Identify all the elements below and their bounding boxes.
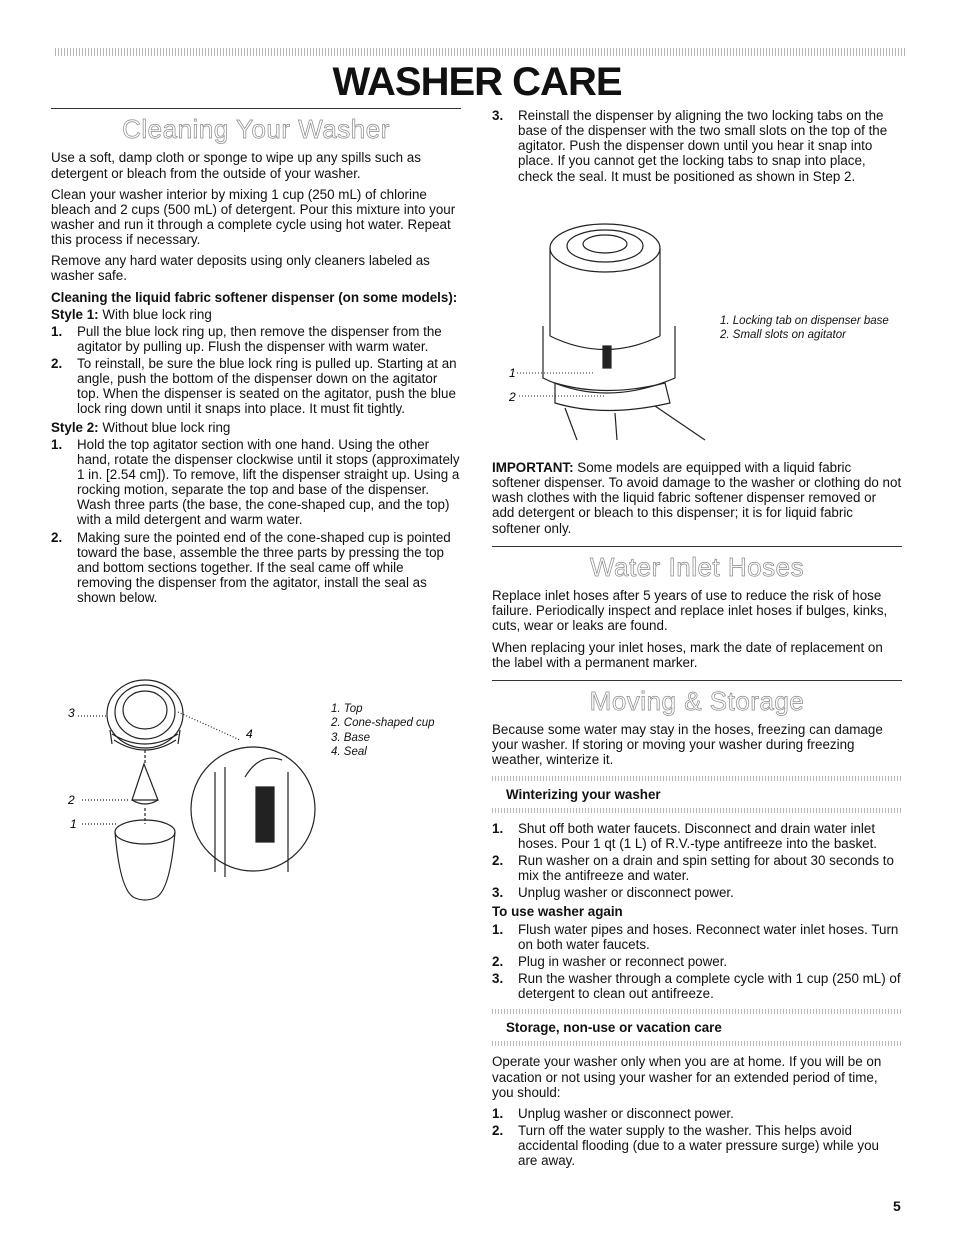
style1-label: Style 1:	[51, 306, 99, 322]
use-again-step	[492, 971, 902, 1001]
style1-line	[51, 307, 461, 322]
callout-2: 2	[68, 793, 75, 807]
winterizing-step	[492, 885, 902, 900]
step-text: Shut off both water faucets. Disconnect and drain water inlet hoses. Pour 1 qt (1 L) of R.V.-type antifreeze into the basket.	[518, 820, 878, 851]
use-again-heading: To use washer again	[492, 904, 623, 920]
cleaning-paragraph-2: Clean your washer interior by mixing 1 cup (250 mL) of chlorine bleach and 2 cups (500 mL) of detergent. Pour this mixture into your washer and run it through a complete cycle using hot water. Repeat this process if necessary.	[51, 186, 456, 248]
step-text: Making sure the pointed end of the cone-shaped cup is pointed toward the base, assemble the three parts by pressing the top and bottom sections together. If the seal came off while removing the dispenser from the agitator, install the seal as shown below.	[77, 529, 451, 606]
winterizing-step	[492, 853, 902, 883]
storage-heading: Storage, non-use or vacation care	[506, 1020, 722, 1036]
section-rule	[492, 546, 902, 547]
section-rule	[51, 108, 461, 109]
step-text: Turn off the water supply to the washer. This helps avoid accidental flooding (due to a water pressure surge) while you are away.	[518, 1122, 880, 1169]
step-text: Hold the top agitator section with one hand. Using the other hand, rotate the dispenser clockwise until it stops (approximately 1 in. [2.54 cm]). To remove, lift the dispenser straight up. Using a rocking motion, separate the top and base of the dispenser. Wash three parts (the base, the cone-shaped cup, and the top) with a mild detergent and warm water.	[77, 436, 460, 528]
step-number: 1.	[492, 1105, 504, 1121]
step-number: 2.	[51, 529, 63, 545]
style2-label: Style 2:	[51, 419, 99, 435]
step-number: 2.	[492, 953, 504, 969]
use-again-step	[492, 922, 902, 952]
dotted-bar	[492, 1041, 902, 1046]
callout-1: 1	[509, 366, 516, 380]
hoses-paragraph-2: When replacing your inlet hoses, mark the date of replacement on the label with a permanent marker.	[492, 639, 883, 670]
step-number: 2.	[51, 356, 63, 372]
agitator-legend	[720, 314, 900, 343]
hoses-heading: Water Inlet Hoses	[589, 551, 805, 582]
style1-step	[51, 324, 461, 354]
section-rule	[492, 680, 902, 681]
legend-item: 3. Base	[331, 731, 370, 744]
style1-text: With blue lock ring	[98, 306, 212, 322]
dispenser-heading: Cleaning the liquid fabric softener dispenser (on some models):	[51, 289, 458, 305]
important-label: IMPORTANT:	[492, 460, 574, 475]
step-text: To reinstall, be sure the blue lock ring is pulled up. Starting at an angle, push the bottom of the dispenser down on the agitator top. When the dispenser is seated on the agitator, push the blue lock ring down until it snaps into place. It must fit tightly.	[77, 356, 457, 417]
legend-item: 2. Small slots on agitator	[720, 329, 846, 342]
step-number: 1.	[51, 436, 63, 452]
storage-paragraph: Operate your washer only when you are at home. If you will be on vacation or not using your washer for an extended period of time, you should:	[492, 1054, 882, 1100]
step-text: Pull the blue lock ring up, then remove the dispenser from the agitator by pulling up. Flush the dispenser with warm water.	[77, 323, 442, 354]
callout-1: 1	[70, 817, 77, 831]
callout-2: 2	[509, 390, 516, 404]
step-number: 3.	[492, 108, 504, 123]
style2-step	[51, 530, 461, 606]
agitator-figure	[505, 218, 715, 443]
step-number: 2.	[492, 853, 504, 868]
use-again-step	[492, 954, 902, 969]
moving-heading: Moving & Storage	[589, 685, 805, 716]
dispenser-parts-figure	[60, 672, 330, 907]
step-number: 1.	[51, 323, 63, 339]
storage-step	[492, 1106, 902, 1121]
right-column-top	[492, 108, 902, 186]
moving-paragraph: Because some water may stay in the hoses, freezing can damage your washer. If storing or moving your washer during freezing weather, winterize it.	[492, 722, 883, 768]
legend-item: 2. Cone-shaped cup	[331, 717, 435, 730]
top-pattern-band	[55, 48, 905, 56]
step-text: Plug in washer or reconnect power.	[518, 953, 728, 969]
step-number: 3.	[492, 885, 504, 901]
dotted-bar	[492, 1009, 902, 1014]
dotted-bar	[492, 808, 902, 813]
step-text: Reinstall the dispenser by aligning the two locking tabs on the base of the dispenser with the two small slots on the top of the agitator. Push the dispenser down until you hear it snap into place. If you cannot get the locking tabs to snap into place, check the seal. It must be positioned as shown in Step 2.	[518, 108, 888, 184]
page-title: WASHER CARE	[332, 60, 622, 104]
step-number: 1.	[492, 820, 504, 836]
step-text: Run the washer through a complete cycle with 1 cup (250 mL) of detergent to clean out antifreeze.	[518, 970, 901, 1002]
parts-legend	[331, 702, 435, 760]
page-number: 5	[893, 1198, 901, 1214]
dotted-bar	[492, 776, 902, 781]
step-text: Unplug washer or disconnect power.	[518, 1105, 734, 1121]
cleaning-paragraph-3: Remove any hard water deposits using only cleaners labeled as washer safe.	[51, 253, 430, 284]
important-text: Some models are equipped with a liquid fabric softener dispenser. To avoid damage to the washer or clothing do not wash clothes with the liquid fabric softener dispenser removed or add detergent or bleach to this dispenser; it is for liquid fabric softener only.	[492, 460, 902, 536]
legend-item: 1. Locking tab on dispenser base	[720, 315, 889, 327]
legend-item: 1. Top	[331, 703, 363, 715]
storage-step	[492, 1123, 902, 1168]
step-number: 1.	[492, 921, 504, 937]
step-text: Unplug washer or disconnect power.	[518, 885, 734, 901]
style2-line	[51, 420, 461, 435]
hoses-paragraph-1: Replace inlet hoses after 5 years of use to reduce the risk of hose failure. Periodically inspect and replace inlet hoses if bulges, kinks, cuts, wear or leaks are found.	[492, 588, 888, 634]
winterizing-heading: Winterizing your washer	[506, 786, 661, 802]
winterizing-step	[492, 821, 902, 851]
step-text: Flush water pipes and hoses. Reconnect water inlet hoses. Turn on both water faucets.	[518, 921, 899, 952]
legend-item: 4. Seal	[331, 746, 367, 759]
step-number: 2.	[492, 1122, 504, 1138]
right-column-bottom	[492, 460, 902, 1170]
step-text: Run washer on a drain and spin setting for about 30 seconds to mix the antifreeze and water.	[518, 853, 894, 884]
reinstall-step	[492, 108, 902, 184]
callout-3: 3	[68, 706, 75, 720]
callout-4: 4	[246, 727, 253, 741]
step-number: 3.	[492, 970, 504, 986]
style2-text: Without blue lock ring	[98, 419, 231, 435]
important-note	[492, 460, 902, 536]
cleaning-heading: Cleaning Your Washer	[122, 114, 390, 144]
left-column	[51, 108, 461, 607]
cleaning-paragraph-1: Use a soft, damp cloth or sponge to wipe up any spills such as detergent or bleach from the outside of your washer.	[51, 150, 421, 181]
style1-step	[51, 356, 461, 417]
style2-step	[51, 437, 461, 528]
